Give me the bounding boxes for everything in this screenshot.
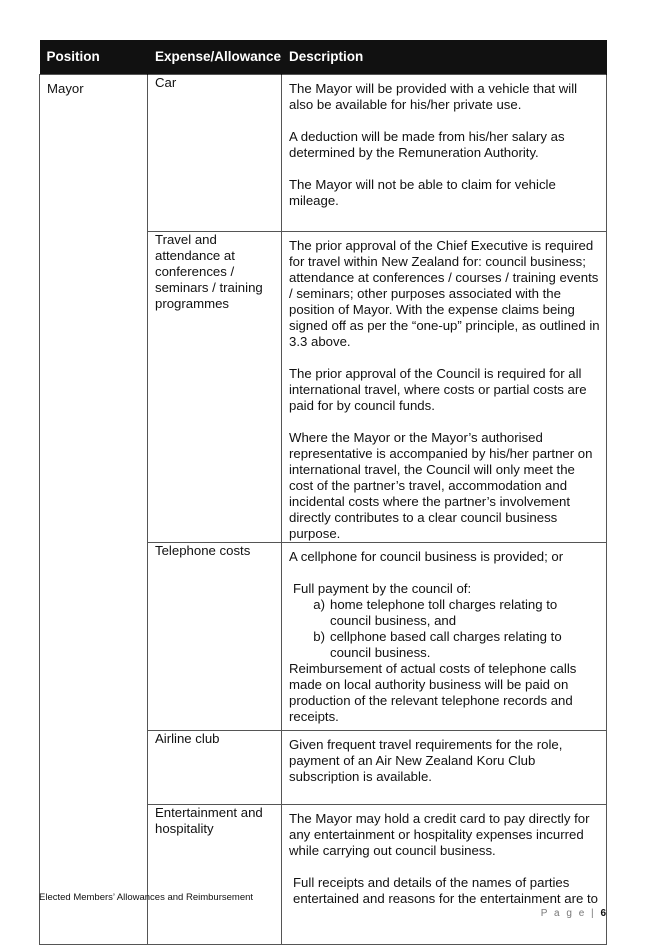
footer-title: Elected Members’ Allowances and Reimbursement — [39, 892, 254, 903]
description-closing: Reimbursement of actual costs of telephone calls made on local authority business will be paid on production of the relevant telephone records and receipts. — [289, 661, 577, 724]
description-paragraph: Full receipts and details of the names of parties entertained and reasons for the entertainment are to — [293, 875, 598, 906]
table-header-row — [40, 40, 607, 75]
allowances-table — [39, 40, 607, 945]
position-cell — [40, 75, 148, 945]
header-description: Description — [282, 40, 607, 75]
position-label: Mayor — [47, 81, 84, 96]
list-item — [289, 597, 600, 629]
description-paragraph: The Mayor will be provided with a vehicle that will also be available for his/her private use. — [289, 81, 578, 112]
list-marker: a) — [313, 597, 325, 612]
description-cell — [282, 75, 607, 232]
description-paragraph: A deduction will be made from his/her salary as determined by the Remuneration Authority. — [289, 129, 565, 160]
page-number — [541, 908, 606, 919]
description-cell — [282, 543, 607, 731]
description-paragraph: The prior approval of the Council is required for all international travel, where costs or partial costs are paid for by council funds. — [289, 366, 587, 413]
expense-cell — [148, 543, 282, 731]
list-text: cellphone based call charges relating to council business. — [330, 629, 562, 660]
expense-label: Airline club — [155, 731, 220, 746]
expense-cell — [148, 232, 282, 543]
description-paragraph: The prior approval of the Chief Executive is required for travel within New Zealand for: council business; attendance at conferences / courses / training events / seminars; other purposes associated with the position of Mayor. With the expense claims being signed off as per the “one-up” principle, as outlined in 3.3 above. — [289, 238, 600, 349]
list-item — [289, 629, 600, 661]
page-number-value: 6 — [600, 908, 606, 919]
expense-label: Entertainment and hospitality — [155, 805, 263, 836]
description-cell — [282, 805, 607, 945]
expense-cell — [148, 75, 282, 232]
description-cell — [282, 731, 607, 805]
table-row — [40, 75, 607, 232]
description-paragraph: Given frequent travel requirements for the role, payment of an Air New Zealand Koru Club subscription is available. — [289, 737, 563, 784]
description-cell — [282, 232, 607, 543]
expense-label: Car — [155, 75, 177, 90]
list-text: home telephone toll charges relating to council business, and — [330, 597, 558, 628]
header-position: Position — [40, 40, 148, 75]
description-lead: Full payment by the council of: — [293, 581, 472, 596]
description-paragraph: Where the Mayor or the Mayor’s authorised representative is accompanied by his/her partner on international travel, the Council will only meet the cost of the partner’s travel, accommodation and incidental costs where the partner’s involvement directly contributes to a clear council business purpose. — [289, 430, 593, 541]
description-paragraph: A cellphone for council business is provided; or — [289, 549, 564, 564]
header-expense: Expense/Allowance — [148, 40, 282, 75]
expense-label: Travel and attendance at conferences / seminars / training programmes — [155, 232, 263, 311]
expense-cell — [148, 805, 282, 945]
expense-cell — [148, 731, 282, 805]
description-paragraph: The Mayor may hold a credit card to pay directly for any entertainment or hospitality expenses incurred while carrying out council business. — [289, 811, 590, 858]
description-paragraph: The Mayor will not be able to claim for vehicle mileage. — [289, 177, 556, 208]
list-marker: b) — [313, 629, 325, 644]
page-label: P a g e | — [540, 908, 596, 919]
expense-label: Telephone costs — [155, 543, 251, 558]
